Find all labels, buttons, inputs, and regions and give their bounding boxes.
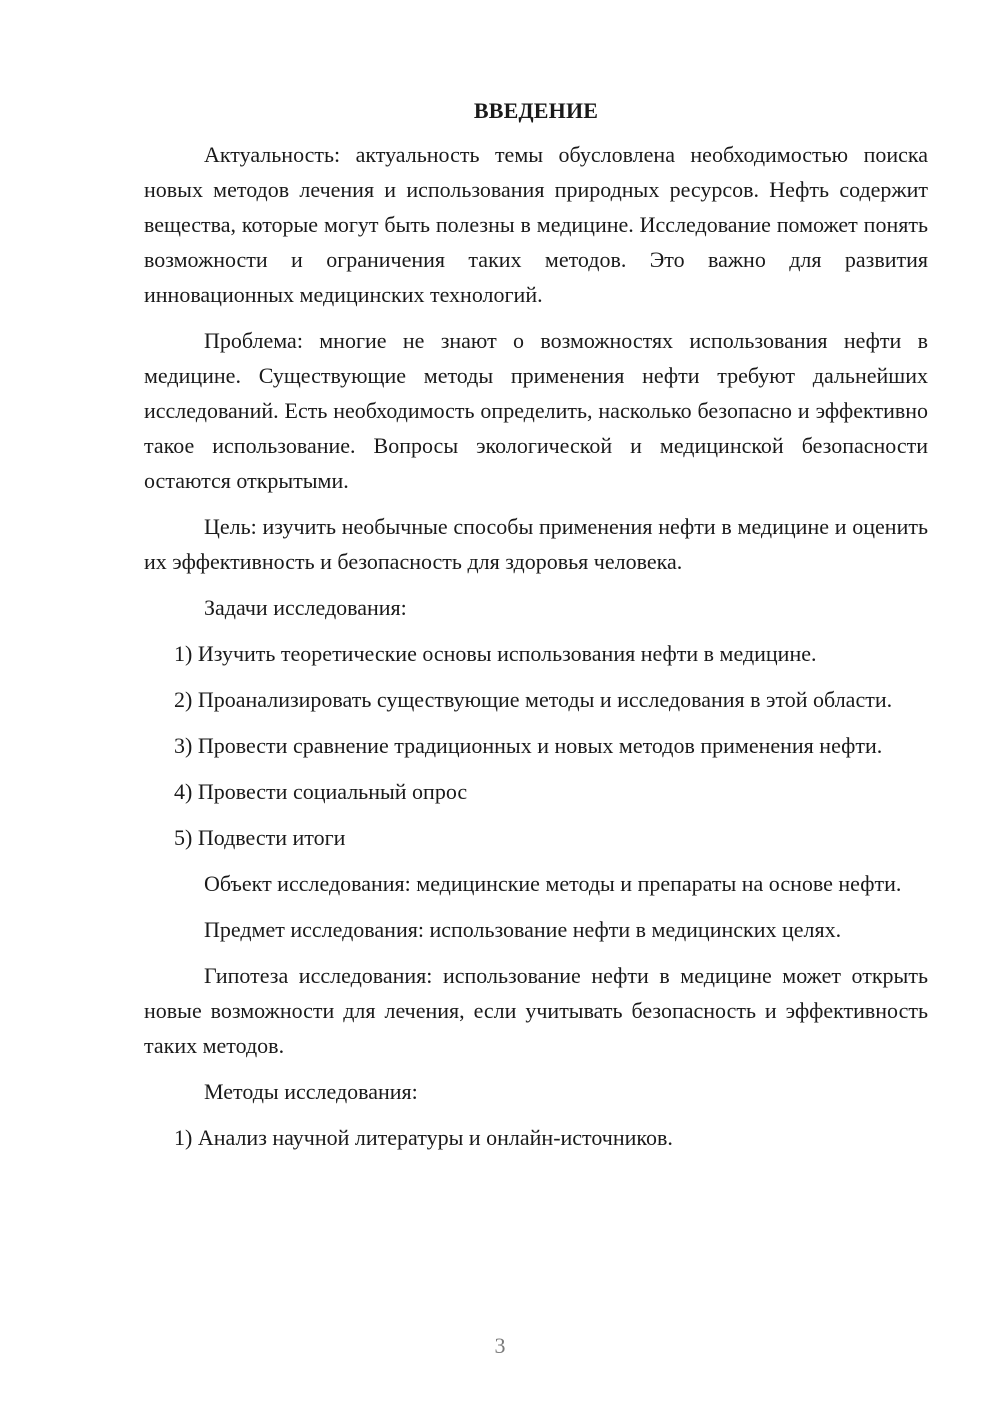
page-number: 3 (494, 1333, 506, 1358)
task-item-3: 3) Провести сравнение традиционных и новых методов применения нефти. (174, 733, 883, 758)
tasks-heading: Задачи исследования: (204, 595, 407, 620)
paragraph-subject: Предмет исследования: использование нефти в медицинских целях. (204, 917, 842, 942)
paragraph-object: Объект исследования: медицинские методы и препараты на основе нефти. (204, 871, 902, 896)
task-item-5: 5) Подвести итоги (174, 825, 346, 850)
page-content (144, 95, 928, 1166)
method-item-1: 1) Анализ научной литературы и онлайн-источников. (174, 1125, 673, 1150)
paragraph-relevance: Актуальность: актуальность темы обусловлена необходимостью поиска новых методов лечения и использования природных ресурсов. Нефть содержит вещества, которые могут быть полезны в медицине. Исследование поможет понять возможности и ограничения таких методов. Это важно для развития инновационных медицинских технологий. (144, 142, 928, 307)
paragraph-problem: Проблема: многие не знают о возможностях использования нефти в медицине. Существующие методы применения нефти требуют дальнейших исследований. Есть необходимость определить, насколько безопасно и эффективно такое использование. Вопросы экологической и медицинской безопасности остаются открытыми. (144, 328, 928, 493)
paragraph-goal: Цель: изучить необычные способы применения нефти в медицине и оценить их эффективность и безопасность для здоровья человека. (144, 514, 928, 574)
paragraph-hypothesis: Гипотеза исследования: использование нефти в медицине может открыть новые возможности для лечения, если учитывать безопасность и эффективность таких методов. (144, 963, 928, 1058)
methods-heading: Методы исследования: (204, 1079, 418, 1104)
task-item-1: 1) Изучить теоретические основы использования нефти в медицине. (174, 641, 817, 666)
section-title: ВВЕДЕНИЕ (473, 98, 599, 123)
task-item-4: 4) Провести социальный опрос (174, 779, 468, 804)
task-item-2: 2) Проанализировать существующие методы и исследования в этой области. (174, 687, 893, 712)
